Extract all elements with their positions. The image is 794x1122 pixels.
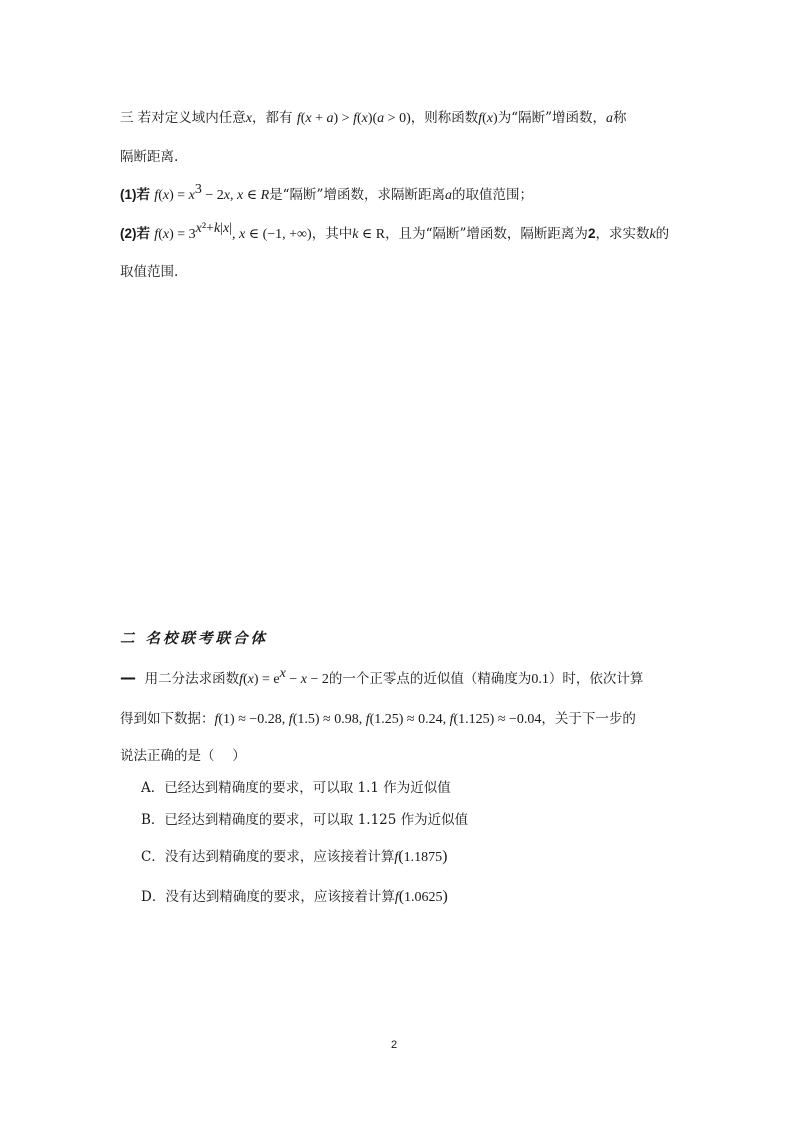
problem1-part2: (2)若 $f(x) = 3^{x^2+k|x|}$, x ∈ (−1, +∞)，其中k ∈ R，且为“隔断”增函数，隔断距离为2，求实数k的 bbox=[120, 221, 670, 242]
formula-ineq: f bbox=[296, 111, 301, 126]
option-b[interactable]: B．已经达到精确度的要求，可以取 1.125 作为近似值 bbox=[141, 812, 469, 828]
problem2-number: — bbox=[120, 668, 136, 687]
problem1-part2-line2: 取值范围. bbox=[120, 264, 179, 280]
option-c[interactable]: C．没有达到精确度的要求，应该接着计算f(1.1875) bbox=[141, 848, 448, 865]
problem2-line2: 得到如下数据：f(1) ≈ −0.28, f(1.5) ≈ 0.98, f(1.25) ≈ 0.24, f(1.125) ≈ −0.04，关于下一步的 bbox=[120, 711, 636, 727]
section-heading: 二 名校联考联合体 bbox=[120, 631, 269, 647]
problem1-line1: 三 若对定义域内任意x，都有 f(x + a) > f(x)(a > 0)，则称函数f(x)为“隔断”增函数，a称 bbox=[120, 110, 627, 126]
option-a[interactable]: A．已经达到精确度的要求，可以取 1.1 作为近似值 bbox=[141, 780, 451, 796]
problem2-line3: 说法正确的是（ ） bbox=[120, 748, 246, 764]
page-number: 2 bbox=[391, 1039, 398, 1051]
problem1-number: 三 bbox=[120, 110, 134, 126]
option-d[interactable]: D．没有达到精确度的要求，应该接着计算f(1.0625) bbox=[141, 888, 448, 905]
problem2-line1: — 用二分法求函数$f(x) = e^x - x - 2$的一个正零点的近似值（精确度为0.1）时，依次计算 bbox=[120, 666, 644, 687]
problem1-part1: (1)若 $f(x) = x^3 - 2x$, x ∈ R是“隔断”增函数，求隔断距离a的取值范围； bbox=[120, 182, 533, 203]
problem1-line2: 隔断距离. bbox=[120, 149, 179, 165]
